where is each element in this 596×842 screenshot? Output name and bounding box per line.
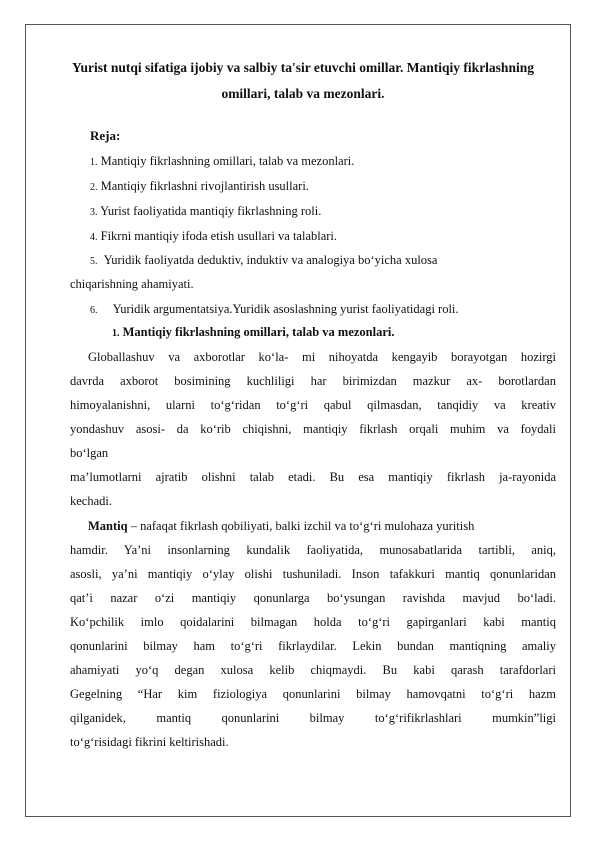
paragraph-line: ahamiyati yo‘q degan xulosa kelib chiqmaydi. Bu kabi qarash tarafdorlari: [70, 663, 556, 677]
term-mantiq: Mantiq: [88, 519, 128, 533]
section-title: Mantiqiy fikrlashning omillari, talab va mezonlari.: [122, 325, 395, 339]
paragraph-line: asosli, ya’ni mantiqiy o‘ylay olishi tushuniladi. Inson tafakkuri mantiq qonunlaridan: [70, 567, 556, 581]
paragraph-line: qonunlarini bilmay ham to‘g‘ri fikrlaydilar. Lekin bundan mantiqning amaliy: [70, 639, 556, 653]
plan-item-text: Mantiqiy fikrlashni rivojlantirish usullari.: [100, 179, 309, 193]
plan-item-number: 6.: [90, 305, 98, 316]
plan-item-number: 5.: [90, 256, 98, 267]
paragraph-first-line: [88, 519, 474, 534]
paragraph-line: qilganidek, mantiq qonunlarini bilmay to‘g‘rifikrlashlari mumkin”ligi: [70, 711, 556, 725]
plan-item-4: [90, 229, 337, 244]
section-number: 1.: [112, 328, 120, 339]
section-heading: [112, 325, 395, 340]
plan-item-number: 4.: [90, 232, 98, 243]
paragraph-line: bo‘lgan: [70, 446, 109, 460]
document-title: Yurist nutqi sifatiga ijobiy va salbiy ta'sir etuvchi omillar. Mantiqiy fikrlashning omillari, talab va mezonlari.: [72, 60, 534, 101]
paragraph-line: Ko‘pchilik imlo qoidalarini bilmagan holda to‘g‘ri gapirganlari kabi mantiq: [70, 615, 556, 629]
plan-item-5: [90, 253, 437, 268]
plan-item-number: 2.: [90, 182, 98, 193]
plan-item-text: Fikrni mantiqiy ifoda etish usullari va talablari.: [100, 229, 338, 243]
paragraph-line: Gegelning “Har kim fiziologiya qonunlarini bilmay hamovqatni to‘g‘ri hazm: [70, 687, 556, 701]
plan-item-number: 3.: [90, 207, 98, 218]
plan-item-5-continuation: chiqarishning ahamiyati.: [70, 277, 194, 291]
paragraph-line: qat’i nazar o‘zi mantiqiy qonunlarga bo‘ysungan ravishda mavjud bo‘ladi.: [70, 591, 556, 605]
paragraph-line: yondashuv asosi- da ko‘rib chiqishni, mantiqiy fikrlash orqali muhim va foydali: [70, 422, 556, 436]
plan-heading: Reja:: [90, 128, 121, 143]
plan-item-6: [90, 302, 459, 317]
plan-item-text: Yuridik faoliyatda deduktiv, induktiv va analogiya bo‘yicha xulosa: [103, 253, 438, 267]
paragraph-text: – nafaqat fikrlash qobiliyati, balki izchil va to‘g‘ri mulohaza yuritish: [127, 519, 475, 533]
paragraph-line: ma’lumotlarni ajratib olishni talab etadi. Bu esa mantiqiy fikrlash ja-rayonida: [70, 470, 556, 484]
plan-item-2: [90, 179, 309, 194]
paragraph-line: davrda axborot bosimining kuchliligi har birimizdan mazkur ax- borotlardan: [70, 374, 556, 388]
plan-item-text: Yurist faoliyatida mantiqiy fikrlashning roli.: [100, 204, 322, 218]
plan-item-text: Mantiqiy fikrlashning omillari, talab va mezonlari.: [100, 154, 355, 168]
plan-item-3: [90, 204, 321, 219]
paragraph-line: to‘g‘risidagi fikrini keltirishadi.: [70, 735, 229, 749]
plan-item-1: [90, 154, 354, 169]
paragraph-line: hamdir. Ya’ni insonlarning kundalik faoliyatida, munosabatlarida tartibli, aniq,: [70, 543, 556, 557]
paragraph-line: himoyalanishni, ularni to‘g‘ridan to‘g‘ri qabul qilmasdan, tanqidiy va kreativ: [70, 398, 556, 412]
paragraph-line: Globallashuv va axborotlar ko‘la- mi nihoyatda kengayib borayotgan hozirgi: [88, 350, 556, 364]
plan-item-text: Yuridik argumentatsiya.Yuridik asoslashning yurist faoliyatidagi roli.: [112, 302, 459, 316]
paragraph-line: kechadi.: [70, 494, 112, 508]
plan-item-number: 1.: [90, 157, 98, 168]
